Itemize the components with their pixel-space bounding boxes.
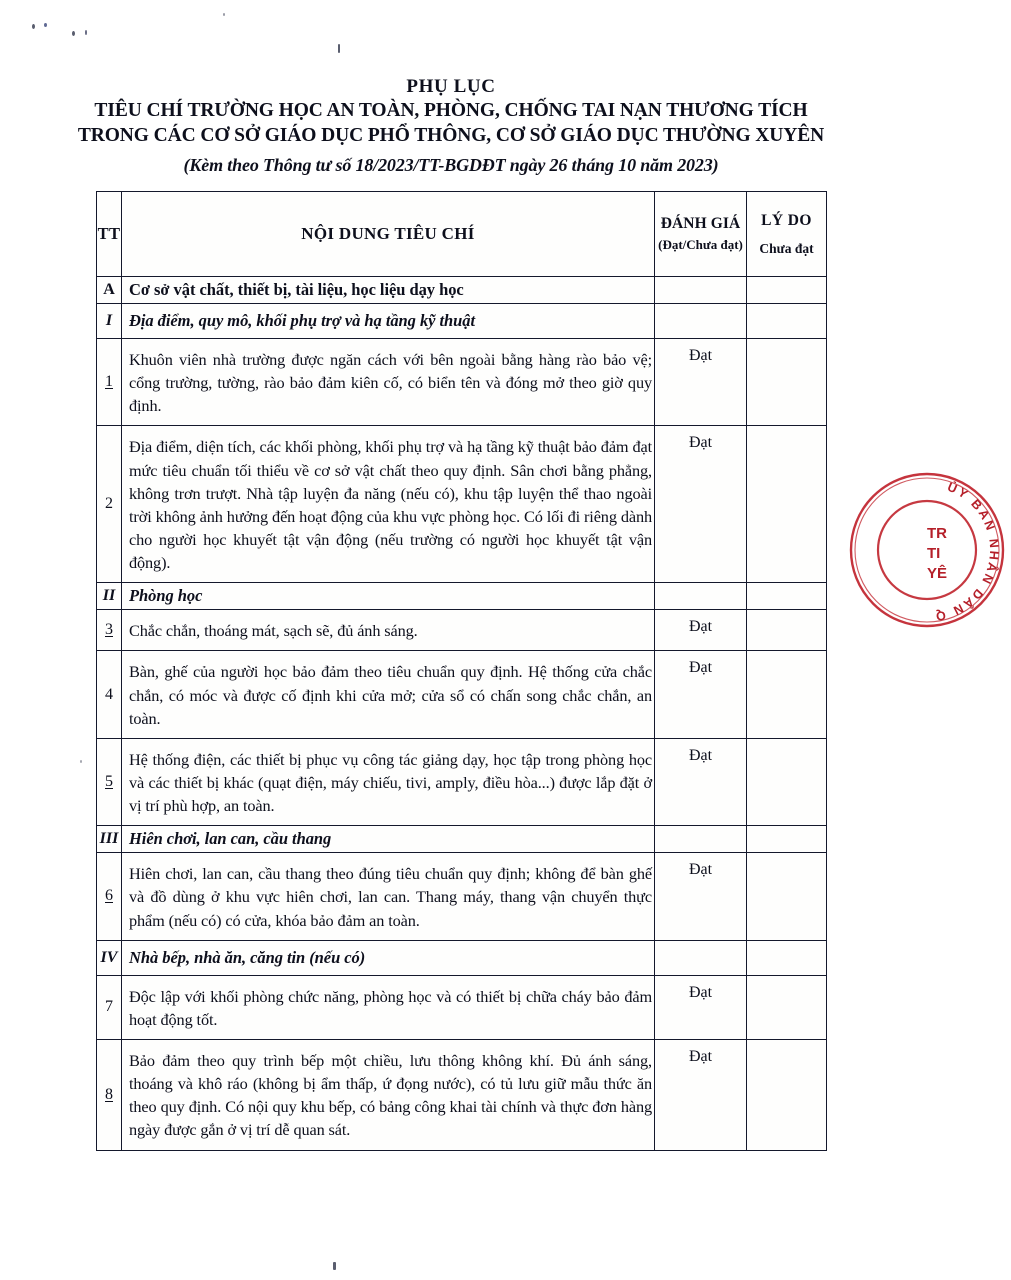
- table-section-row: [97, 277, 827, 304]
- evaluation-cell[interactable]: [655, 304, 747, 339]
- document-subtitle: (Kèm theo Thông tư số 18/2023/TT-BGDĐT ngày 26 tháng 10 năm 2023): [183, 154, 719, 175]
- scan-speck: [80, 760, 82, 763]
- criterion-content-cell: Địa điểm, diện tích, các khối phòng, khối phụ trợ và hạ tầng kỹ thuật bảo đảm đạt mức tiêu chuẩn tối thiểu về cơ sở vật chất theo quy định. Sân chơi bằng phẳng, không trơn trượt. Nhà tập luyện đa năng (nếu có), khu tập luyện thể thao ngoài trời không ảnh hưởng đến hoạt động của khu vực phòng học. Có lối đi riêng dành cho người học khuyết tật vận động (nếu trường có người học khuyết tật vận động).: [122, 426, 655, 583]
- row-number-cell: 4: [97, 651, 122, 738]
- document-title-line-1: TIÊU CHÍ TRƯỜNG HỌC AN TOÀN, PHÒNG, CHỐNG TAI NẠN THƯƠNG TÍCH: [94, 100, 808, 122]
- reason-cell[interactable]: [747, 583, 827, 610]
- row-number-cell: 7: [97, 975, 122, 1039]
- reason-cell[interactable]: [747, 277, 827, 304]
- table-row: [97, 975, 827, 1039]
- section-title-cell: Nhà bếp, nhà ăn, căng tin (nếu có): [122, 940, 655, 975]
- scan-speck: [338, 44, 340, 53]
- stamp-inner-line-3: YÊ: [927, 565, 948, 582]
- reason-cell[interactable]: [747, 826, 827, 853]
- evaluation-cell[interactable]: Đạt: [655, 1039, 747, 1150]
- evaluation-cell[interactable]: [655, 583, 747, 610]
- evaluation-cell[interactable]: [655, 277, 747, 304]
- reason-cell[interactable]: [747, 610, 827, 651]
- reason-cell[interactable]: [747, 426, 827, 583]
- section-title-cell: Phòng học: [122, 583, 655, 610]
- evaluation-cell[interactable]: [655, 826, 747, 853]
- document-kicker: PHỤ LỤC: [406, 76, 496, 97]
- row-number-cell: 8: [97, 1039, 122, 1150]
- table-row: [97, 853, 827, 940]
- row-number-cell: A: [97, 277, 122, 304]
- evaluation-cell[interactable]: Đạt: [655, 853, 747, 940]
- reason-cell[interactable]: [747, 1039, 827, 1150]
- row-number-cell: III: [97, 826, 122, 853]
- reason-cell[interactable]: [747, 304, 827, 339]
- scan-speck: [223, 13, 225, 16]
- scan-speck: [85, 30, 87, 35]
- criterion-content-cell: Hiên chơi, lan can, cầu thang theo đúng tiêu chuẩn quy định; không để bàn ghế và đồ dùng ở khu vực hiên chơi, lan can. Thang máy, thang vận chuyển thực phẩm (nếu có) có cửa, khóa bảo đảm an toàn.: [122, 853, 655, 940]
- evaluation-cell[interactable]: Đạt: [655, 651, 747, 738]
- criterion-content-cell: Bảo đảm theo quy trình bếp một chiều, lưu thông không khí. Đủ ánh sáng, thoáng và khô ráo (không bị ẩm thấp, ứ đọng nước), có tủ lưu giữ mẫu thức ăn theo quy định. Có nội quy khu bếp, có bảng công khai tài chính và thực đơn hàng ngày được gắn ở vị trí dễ quan sát.: [122, 1039, 655, 1150]
- stamp-inner-line-2: TI: [927, 545, 941, 562]
- table-row: [97, 339, 827, 426]
- header-cell-tt: TT: [97, 192, 122, 277]
- official-seal-stamp: [843, 466, 1011, 634]
- table-row: [97, 1039, 827, 1150]
- reason-cell[interactable]: [747, 651, 827, 738]
- header-reason-sub: Chưa đạt: [759, 240, 814, 256]
- table-section-row: [97, 583, 827, 610]
- row-number-cell: 5: [97, 738, 122, 825]
- reason-cell[interactable]: [747, 940, 827, 975]
- header-cell-reason: [747, 192, 827, 277]
- scan-speck: [44, 23, 47, 27]
- reason-cell[interactable]: [747, 853, 827, 940]
- evaluation-cell[interactable]: Đạt: [655, 339, 747, 426]
- row-number-cell: IV: [97, 940, 122, 975]
- section-title-cell: Địa điểm, quy mô, khối phụ trợ và hạ tầng kỹ thuật: [122, 304, 655, 339]
- scan-speck: [32, 24, 35, 29]
- row-number-cell: 3: [97, 610, 122, 651]
- evaluation-cell[interactable]: [655, 940, 747, 975]
- header-evaluation-main: ĐÁNH GIÁ: [660, 215, 741, 233]
- evaluation-cell[interactable]: Đạt: [655, 975, 747, 1039]
- header-reason-main: LÝ DO: [761, 212, 812, 230]
- stamp-inner-line-1: TR: [927, 525, 947, 542]
- criterion-content-cell: Khuôn viên nhà trường được ngăn cách với bên ngoài bằng hàng rào bảo vệ; cổng trường, tường, rào bảo đảm kiên cố, có biển tên và đóng mở theo giờ quy định.: [122, 339, 655, 426]
- document-title-line-2: TRONG CÁC CƠ SỞ GIÁO DỤC PHỔ THÔNG, CƠ SỞ GIÁO DỤC THƯỜNG XUYÊN: [77, 125, 825, 147]
- row-number-cell: 1: [97, 339, 122, 426]
- table-row: [97, 426, 827, 583]
- header-cell-evaluation: [655, 192, 747, 277]
- reason-cell[interactable]: [747, 339, 827, 426]
- criteria-table: [96, 191, 827, 1151]
- table-section-row: [97, 304, 827, 339]
- reason-cell[interactable]: [747, 975, 827, 1039]
- reason-cell[interactable]: [747, 738, 827, 825]
- row-number-cell: 6: [97, 853, 122, 940]
- criterion-content-cell: Độc lập với khối phòng chức năng, phòng học và có thiết bị chữa cháy bảo đảm hoạt động tốt.: [122, 975, 655, 1039]
- table-row: [97, 651, 827, 738]
- svg-text:ỦY BAN NHÂN DÂN Q: ỦY BAN NHÂN DÂN Q: [932, 479, 1002, 624]
- section-title-cell: Hiên chơi, lan can, cầu thang: [122, 826, 655, 853]
- document-heading: [0, 76, 902, 176]
- row-number-cell: 2: [97, 426, 122, 583]
- evaluation-cell[interactable]: Đạt: [655, 610, 747, 651]
- criteria-table-body: [97, 192, 827, 1151]
- header-evaluation-sub: (Đạt/Chưa đạt): [658, 237, 743, 253]
- criterion-content-cell: Hệ thống điện, các thiết bị phục vụ công tác giảng dạy, học tập trong phòng học và các thiết bị khác (quạt điện, máy chiếu, tivi, amply, điều hòa...) được lắp đặt ở vị trí phù hợp, an toàn.: [122, 738, 655, 825]
- evaluation-cell[interactable]: Đạt: [655, 738, 747, 825]
- scan-speck: [333, 1262, 336, 1270]
- row-number-cell: II: [97, 583, 122, 610]
- header-cell-content: NỘI DUNG TIÊU CHÍ: [122, 192, 655, 277]
- table-row: [97, 610, 827, 651]
- section-title-cell: Cơ sở vật chất, thiết bị, tài liệu, học liệu dạy học: [122, 277, 655, 304]
- table-section-row: [97, 940, 827, 975]
- table-header-row: [97, 192, 827, 277]
- scan-speck: [72, 31, 75, 36]
- criterion-content-cell: Chắc chắn, thoáng mát, sạch sẽ, đủ ánh sáng.: [122, 610, 655, 651]
- table-section-row: [97, 826, 827, 853]
- criterion-content-cell: Bàn, ghế của người học bảo đảm theo tiêu chuẩn quy định. Hệ thống cửa chắc chắn, có móc và được cố định khi cửa mở; cửa sổ có chấn song chắc chắn, an toàn.: [122, 651, 655, 738]
- evaluation-cell[interactable]: Đạt: [655, 426, 747, 583]
- table-row: [97, 738, 827, 825]
- row-number-cell: I: [97, 304, 122, 339]
